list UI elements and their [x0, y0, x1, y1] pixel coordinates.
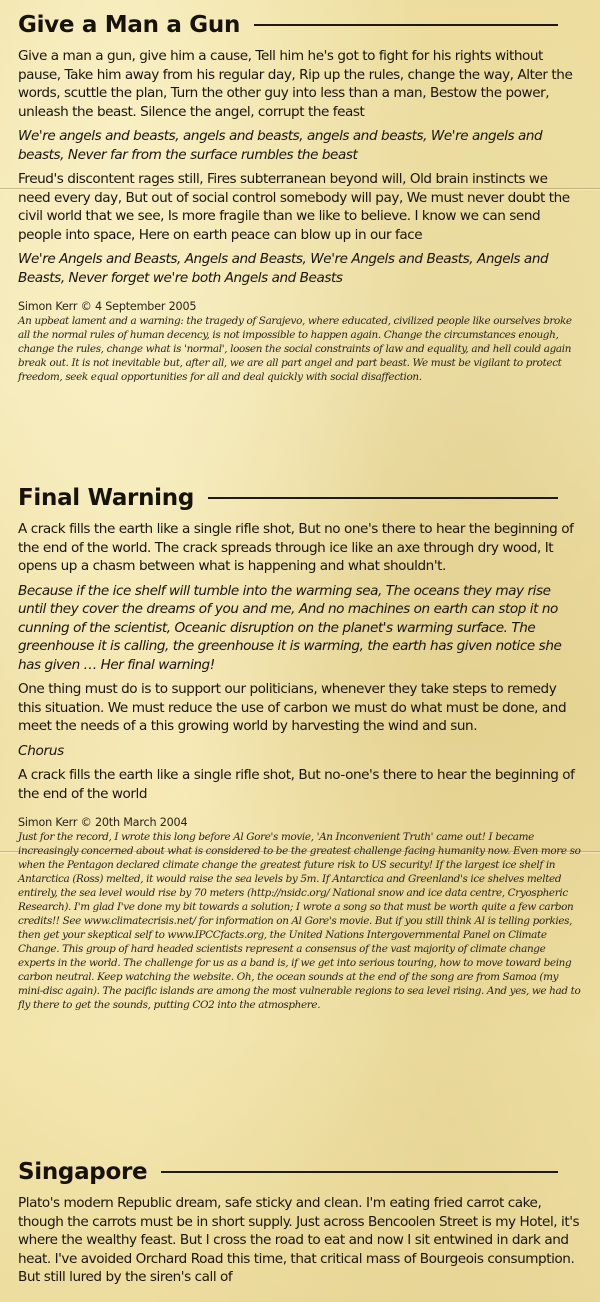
chorus-label: Chorus	[18, 742, 64, 759]
verse: A crack fills the earth like a single rifle shot, But no-one's there to hear the beginning of the end of the world	[18, 767, 575, 802]
chorus: We're angels and beasts, angels and beasts, angels and beasts, We're angels and beasts, Never far from the surface rumbles the beast	[18, 128, 543, 163]
chorus: Because if the ice shelf will tumble into the warming sea, The oceans they may rise until they cover the dreams of you and me, And no machines on earth can stop it no cunning of the scientist, Oceanic disruption on the planet's warming surface. The greenhouse it is calling, the greenhouse it is warming, the earth has given notice she has given … Her final warning!	[18, 582, 562, 673]
song-note: An upbeat lament and a warning: the tragedy of Sarajevo, where educated, civilized people like ourselves broke all the normal rules of human decency, is not impossible to happen again. Change the circumstances enough, change the rules, change what is 'normal', loosen the social constraints of law and equality, and hell could again break out. It is not inevitable but, after all, we are all part angel and part beast. We must be vigilant to protect freedom, seek equal opportunities for all and deal quickly with social disaffection.	[18, 315, 572, 383]
heading-rule	[161, 1171, 558, 1173]
song-final-warning	[18, 482, 582, 1012]
verse: One thing must do is to support our politicians, whenever they take steps to remedy this situation. We must reduce the use of carbon we must do what must be done, and meet the needs of a this growing world by harvesting the wind and sun.	[18, 681, 567, 734]
song-credit: Simon Kerr © 4 September 2005	[18, 300, 197, 313]
song-heading	[18, 9, 582, 41]
song-title: Singapore	[18, 1159, 148, 1185]
heading-rule	[208, 497, 558, 499]
song-title: Final Warning	[18, 485, 194, 511]
song-note: Just for the record, I wrote this long before Al Gore's movie, 'An Inconvenient Truth' came out! I became increasingly concerned about what is considered to be the greatest challenge facing humanity now. Even more so when the Pentagon declared climate change the greatest future risk to US security! If the largest ice shelf in Antarctica (Ross) melted, it would raise the sea levels by 5m. If Antarctica and Greenland's ice shelves melted entirely, the sea level would rise by 70 meters (http://nsidc.org/ National snow and ice data centre, Cryospheric Research). I'm glad I've done my bit towards a solution; I wrote a song so that must be worth quite a few carbon credits!! See www.climatecrisis.net/ for information on Al Gore's movie. But if you still think Al is telling porkies, then get your skeptical self to www.IPCCfacts.org, the United Nations Intergovernmental Panel on Climate Change. This group of hard headed scientists represent a consensus of the vast majority of climate change experts in the world. The challenge for us as a band is, if we get into serious touring, how to move toward being carbon neutral. Keep watching the website. Oh, the ocean sounds at the end of the song are from Samoa (my mini-disc again). The pacific islands are among the most vulnerable regions to sea level rising. And yes, we had to fly there to get the sounds, putting CO2 into the atmosphere.	[18, 831, 581, 1011]
verse: Give a man a gun, give him a cause, Tell him he's got to fight for his rights without pause, Take him away from his regular day, Rip up the rules, change the way, Alter the words, scuttle the plan, Turn the other guy into less than a man, Bestow the power, unleash the beast. Silence the angel, corrupt the feast	[18, 48, 573, 120]
song-heading	[18, 482, 582, 514]
verse: Plato's modern Republic dream, safe sticky and clean. I'm eating fried carrot cake, though the carrots must be in short supply. Just across Bencoolen Street is my Hotel, it's where the wealthy feast. But I cross the road to eat and now I sit entwined in dark and heat. I've avoided Orchard Road this time, that critical mass of Bourgeois consumption. But still lured by the siren's call of	[18, 1195, 580, 1285]
song-title: Give a Man a Gun	[18, 12, 241, 38]
song-credit: Simon Kerr © 20th March 2004	[18, 816, 188, 829]
song-give-a-man-a-gun	[18, 9, 582, 384]
song-singapore	[18, 1156, 582, 1287]
song-heading	[18, 1156, 582, 1188]
verse: A crack fills the earth like a single rifle shot, But no one's there to hear the beginning of the end of the world. The crack spreads through ice like an axe through dry wood, It opens up a chasm between what is happening and what shouldn't.	[18, 521, 574, 574]
chorus: We're Angels and Beasts, Angels and Beasts, We're Angels and Beasts, Angels and Beasts, Never forget we're both Angels and Beasts	[18, 251, 549, 286]
heading-rule	[254, 24, 558, 26]
verse: Freud's discontent rages still, Fires subterranean beyond will, Old brain instincts we need every day, But out of social control somebody will pay, We must never doubt the civil world that we see, Is more fragile than we like to believe. I know we can send people into space, Here on earth peace can blow up in our face	[18, 171, 570, 243]
